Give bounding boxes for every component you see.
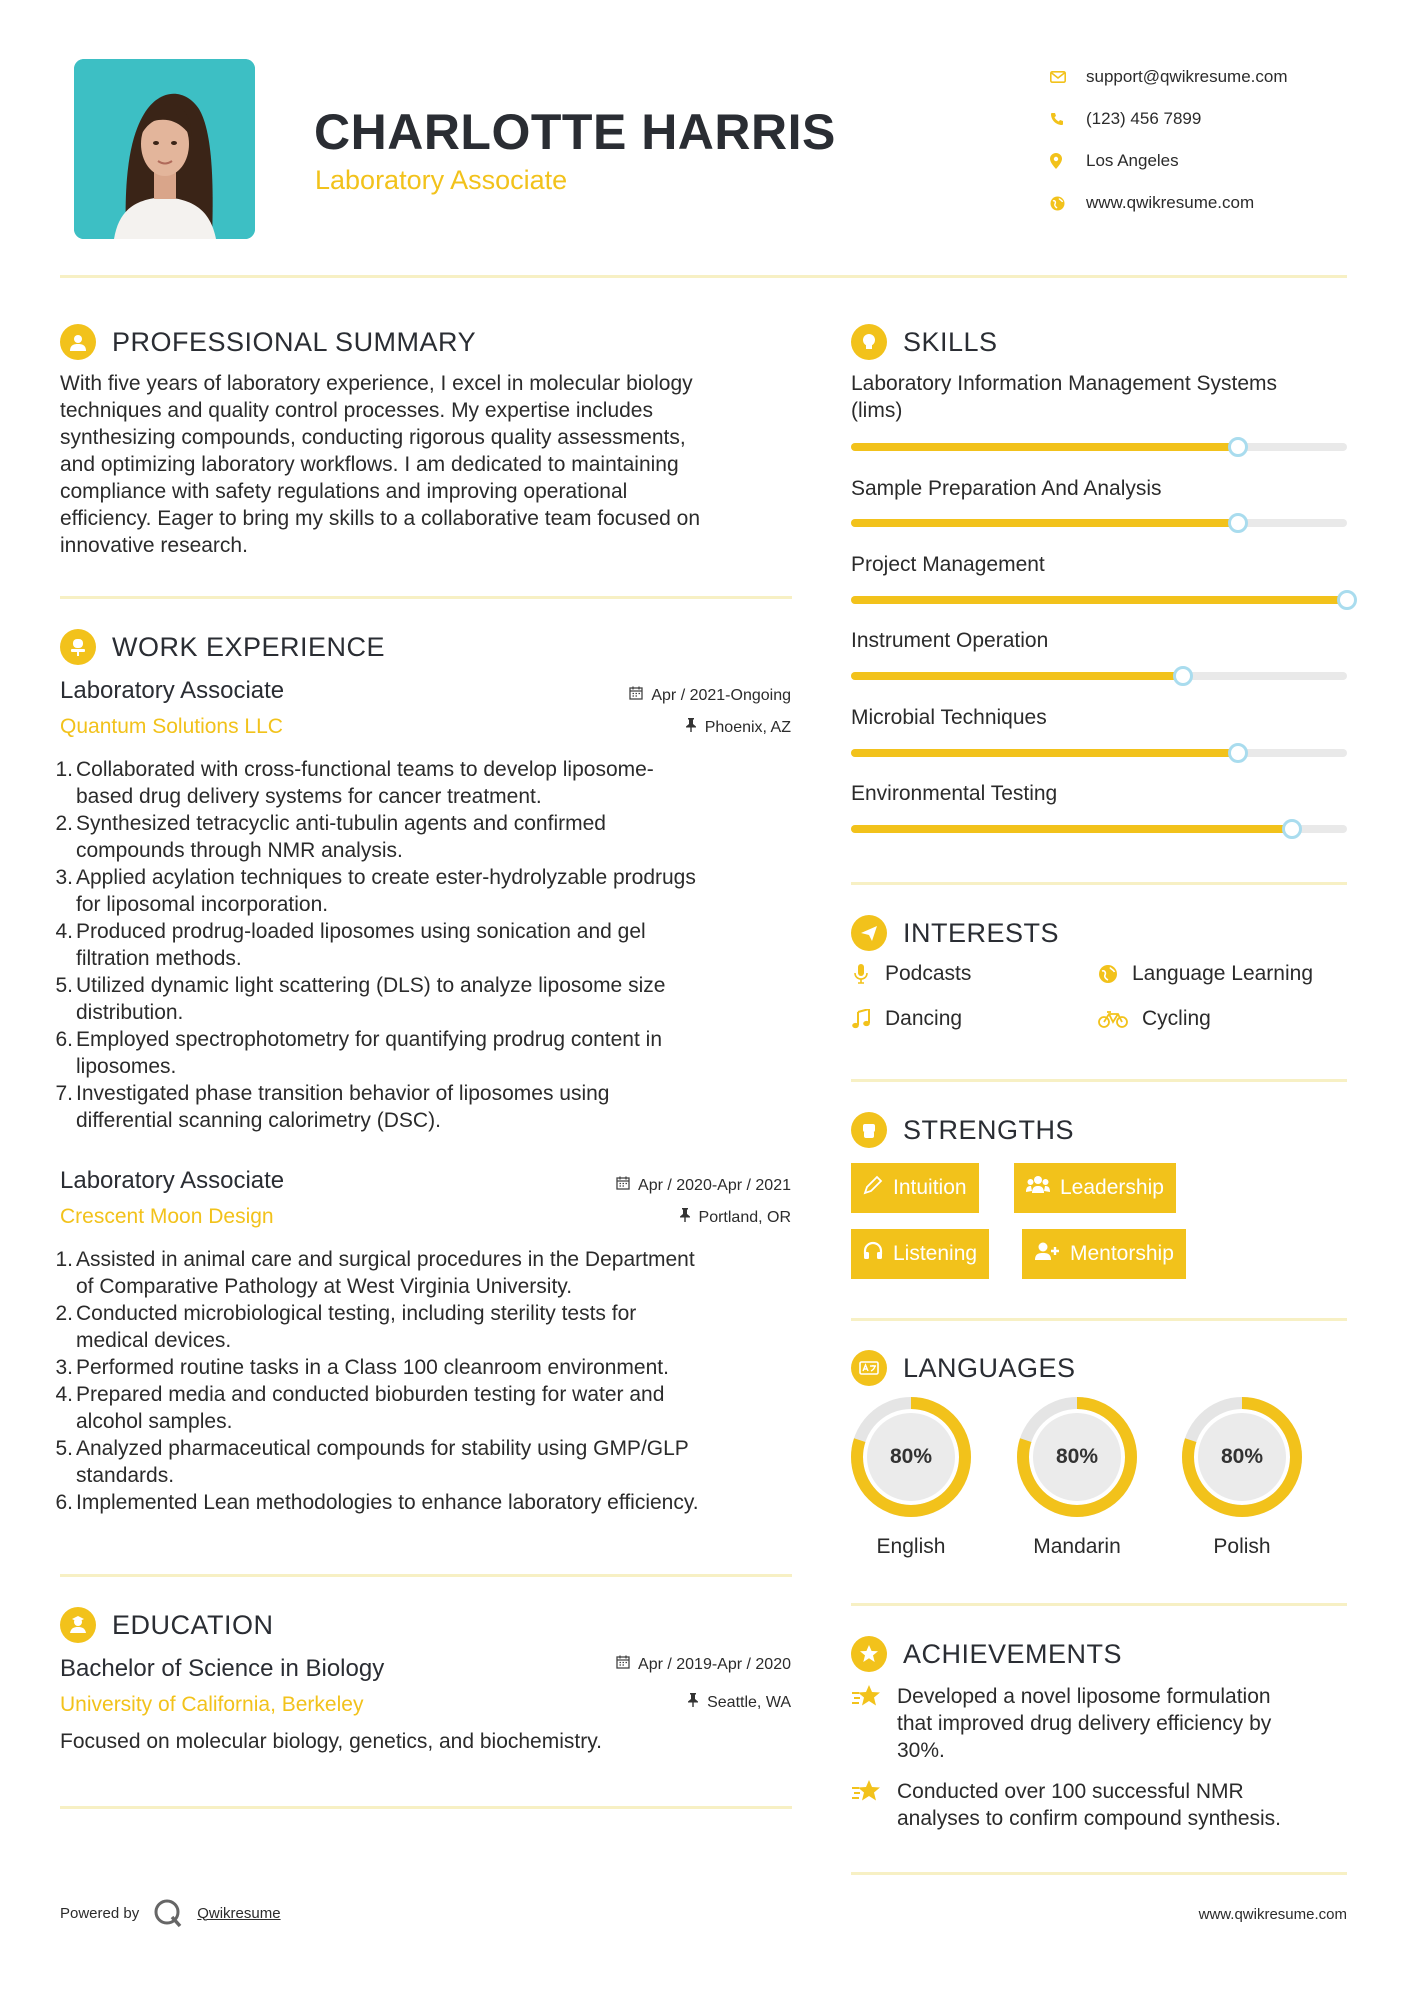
skill-name: Sample Preparation And Analysis — [851, 477, 1162, 500]
contact-phone[interactable] — [1050, 98, 1350, 140]
strength-label: Listening — [893, 1242, 978, 1265]
achievements-heading — [851, 1636, 1122, 1672]
achievement-text: Developed a novel liposome formulation that improved drug delivery efficiency by 30%. — [897, 1685, 1272, 1762]
user-icon — [60, 324, 96, 360]
pushpin-icon — [687, 1693, 699, 1712]
achievement-text: Conducted over 100 successful NMR analyses to confirm compound synthesis. — [897, 1780, 1282, 1830]
language-percent: 80% — [1220, 1445, 1264, 1468]
interest-item — [1098, 1007, 1211, 1031]
music-note-icon — [851, 1009, 871, 1029]
skill-level-bar — [851, 749, 1347, 757]
experience-heading — [60, 629, 385, 665]
envelope-icon — [1050, 71, 1086, 83]
star-icon — [851, 1778, 885, 1832]
achievement-item — [851, 1778, 1281, 1832]
job-location-text: Phoenix, AZ — [704, 718, 791, 736]
interests-heading-text: INTERESTS — [903, 917, 1060, 948]
school-name: University of California, Berkeley — [60, 1693, 364, 1716]
list-item: 3. Performed routine tasks in a Class 100 cleanroom environment. — [55, 1356, 669, 1379]
language-ring — [1015, 1395, 1139, 1559]
job-date-text: Apr / 2020-Apr / 2021 — [638, 1176, 791, 1194]
strength-label: Mentorship — [1070, 1242, 1174, 1265]
job-location — [685, 718, 791, 737]
summary-line: With five years of laboratory experience, I excel in molecular biology — [60, 372, 693, 395]
job-title: Laboratory Associate — [60, 677, 285, 704]
strength-tag — [851, 1229, 989, 1279]
skill-level-bar — [851, 443, 1347, 451]
strengths-divider — [851, 1318, 1347, 1321]
interest-label: Podcasts — [885, 962, 972, 985]
candidate-name: CHARLOTTE HARRIS — [314, 104, 836, 160]
candidate-title: Laboratory Associate — [315, 165, 568, 195]
job-location — [679, 1208, 791, 1227]
skill-level-handle — [1228, 743, 1248, 763]
language-name: Mandarin — [1033, 1535, 1121, 1558]
powered-by-text: Powered by — [60, 1904, 140, 1922]
languages-divider — [851, 1603, 1347, 1606]
summary-line: efficiency. Eager to bring my skills to a collaborative team focused on — [60, 507, 701, 530]
education-heading-text: EDUCATION — [112, 1609, 274, 1640]
briefcase-icon — [60, 629, 96, 665]
footer-powered-by — [60, 1898, 281, 1928]
strengths-heading — [851, 1112, 1074, 1148]
languages-heading-text: LANGUAGES — [903, 1352, 1076, 1383]
list-item: 3. Applied acylation techniques to create ester-hydrolyzable prodrugs for liposomal incorporation. — [55, 866, 696, 916]
globe-icon — [1098, 964, 1118, 984]
interest-item — [851, 1007, 962, 1031]
group-icon — [1026, 1175, 1050, 1201]
job-date — [616, 1176, 791, 1195]
education-location — [687, 1693, 791, 1712]
summary-line: innovative research. — [60, 534, 248, 557]
strength-tag — [851, 1163, 979, 1213]
footer-url[interactable]: www.qwikresume.com — [1198, 1906, 1347, 1923]
interest-label: Dancing — [885, 1007, 963, 1030]
job-date — [629, 686, 791, 705]
skill-level-handle — [1228, 513, 1248, 533]
list-item: 6. Employed spectrophotometry for quantifying prodrug content in liposomes. — [55, 1028, 663, 1078]
interest-label: Language Learning — [1132, 962, 1314, 985]
achievements-heading-text: ACHIEVEMENTS — [903, 1638, 1123, 1669]
microphone-icon — [851, 964, 871, 984]
achievements-divider — [851, 1872, 1347, 1875]
language-name: Polish — [1213, 1535, 1271, 1558]
list-item: 2. Conducted microbiological testing, including sterility tests for medical devices. — [55, 1302, 637, 1352]
contact-location — [1050, 140, 1350, 182]
list-item: 5. Analyzed pharmaceutical compounds for stability using GMP/GLP standards. — [55, 1437, 689, 1487]
skill-name: Instrument Operation — [851, 629, 1049, 652]
education-location-text: Seattle, WA — [707, 1693, 791, 1711]
contact-email-text: support@qwikresume.com — [1086, 67, 1288, 86]
calendar-icon — [616, 1655, 630, 1674]
education-divider — [60, 1806, 792, 1809]
skill-level-handle — [1228, 437, 1248, 457]
contact-website-text: www.qwikresume.com — [1086, 193, 1255, 212]
star-badge-icon — [851, 1636, 887, 1672]
list-item: 4. Prepared media and conducted bioburden testing for water and alcohol samples. — [55, 1383, 665, 1433]
list-item: 1. Assisted in animal care and surgical procedures in the Department of Comparative Pathology at West Virginia University. — [55, 1248, 695, 1298]
skills-heading-text: SKILLS — [903, 326, 998, 357]
job-title: Laboratory Associate — [60, 1167, 285, 1194]
calendar-icon — [616, 1176, 630, 1195]
experience-heading-text: WORK EXPERIENCE — [112, 631, 386, 662]
job-location-text: Portland, OR — [698, 1208, 791, 1226]
translate-icon — [851, 1350, 887, 1386]
skill-name: Project Management — [851, 553, 1045, 576]
summary-line: synthesizing compounds, conducting rigorous quality assessments, — [60, 426, 686, 449]
education-date-text: Apr / 2019-Apr / 2020 — [638, 1655, 791, 1673]
header-divider — [60, 275, 1347, 278]
headphones-icon — [863, 1241, 883, 1267]
language-ring — [849, 1395, 973, 1559]
education-heading — [60, 1607, 274, 1643]
lightbulb-icon — [851, 324, 887, 360]
language-ring — [1180, 1395, 1304, 1559]
fist-icon — [851, 1112, 887, 1148]
strength-label: Leadership — [1060, 1176, 1164, 1199]
star-icon — [851, 1683, 885, 1764]
job-date-text: Apr / 2021-Ongoing — [651, 686, 791, 704]
interest-item — [1098, 962, 1313, 986]
list-item: 6. Implemented Lean methodologies to enhance laboratory efficiency. — [55, 1491, 699, 1514]
calendar-icon — [629, 686, 643, 705]
summary-line: and optimizing laboratory workflows. I am dedicated to maintaining — [60, 453, 679, 476]
strength-tag — [1014, 1163, 1176, 1213]
job-company: Crescent Moon Design — [60, 1205, 274, 1228]
skill-level-bar — [851, 672, 1347, 680]
profile-photo — [74, 59, 255, 239]
graduation-icon — [60, 1607, 96, 1643]
education-description: Focused on molecular biology, genetics, and biochemistry. — [60, 1730, 603, 1753]
summary-heading — [60, 324, 476, 360]
job-duties-list — [55, 1246, 815, 1516]
list-item: 1. Collaborated with cross-functional teams to develop liposome- based drug delivery systems for cancer treatment. — [55, 758, 654, 808]
contact-email[interactable] — [1050, 56, 1350, 98]
degree-title: Bachelor of Science in Biology — [60, 1655, 385, 1682]
skill-level-handle — [1282, 819, 1302, 839]
skill-level-handle — [1337, 590, 1357, 610]
education-date — [616, 1655, 791, 1674]
summary-divider — [60, 596, 792, 599]
strength-label: Intuition — [893, 1176, 967, 1199]
skills-divider — [851, 882, 1347, 885]
skill-name: Environmental Testing — [851, 782, 1058, 805]
languages-heading — [851, 1350, 1076, 1386]
portrait-image — [74, 59, 255, 239]
paper-plane-icon — [851, 915, 887, 951]
contact-website[interactable] — [1050, 182, 1350, 224]
list-item: 5. Utilized dynamic light scattering (DLS) to analyze liposome size distribution. — [55, 974, 666, 1024]
qwikresume-link[interactable]: Qwikresume — [197, 1904, 281, 1922]
interests-divider — [851, 1079, 1347, 1082]
pushpin-icon — [679, 1208, 691, 1227]
summary-line: techniques and quality control processes. My expertise includes — [60, 399, 653, 422]
language-percent: 80% — [889, 1445, 933, 1468]
interests-heading — [851, 915, 1059, 951]
strengths-heading-text: STRENGTHS — [903, 1114, 1075, 1145]
pushpin-icon — [685, 718, 697, 737]
skill-level-bar — [851, 596, 1347, 604]
skill-name: Laboratory Information Management Systems (lims) — [851, 372, 1278, 422]
skill-name: Microbial Techniques — [851, 706, 1047, 729]
pencil-icon — [863, 1175, 883, 1201]
experience-divider — [60, 1574, 792, 1577]
summary-paragraph — [60, 370, 800, 559]
contact-list — [1050, 56, 1350, 224]
skill-level-bar — [851, 825, 1347, 833]
add-user-icon — [1034, 1241, 1060, 1267]
job-duties-list — [55, 756, 815, 1134]
skill-level-bar — [851, 519, 1347, 527]
globe-icon — [1050, 196, 1086, 211]
location-pin-icon — [1050, 153, 1086, 169]
achievement-item — [851, 1683, 1271, 1764]
interest-item — [851, 962, 971, 986]
list-item: 2. Synthesized tetracyclic anti-tubulin agents and confirmed compounds through NMR analysis. — [55, 812, 606, 862]
language-percent: 80% — [1055, 1445, 1099, 1468]
contact-location-text: Los Angeles — [1086, 151, 1179, 170]
phone-icon — [1050, 112, 1086, 126]
language-name: English — [876, 1535, 946, 1558]
skill-level-handle — [1173, 666, 1193, 686]
skills-heading — [851, 324, 998, 360]
interest-label: Cycling — [1142, 1007, 1211, 1030]
strength-tag — [1022, 1229, 1186, 1279]
summary-heading-text: PROFESSIONAL SUMMARY — [112, 326, 477, 357]
qwikresume-logo-icon — [153, 1898, 183, 1928]
job-company: Quantum Solutions LLC — [60, 715, 283, 738]
summary-line: compliance with safety regulations and improving operational — [60, 480, 628, 503]
bicycle-icon — [1098, 1010, 1128, 1028]
contact-phone-text: (123) 456 7899 — [1086, 109, 1202, 128]
list-item: 7. Investigated phase transition behavior of liposomes using differential scanning calorimetry (DSC). — [55, 1082, 610, 1132]
list-item: 4. Produced prodrug-loaded liposomes using sonication and gel filtration methods. — [55, 920, 646, 970]
